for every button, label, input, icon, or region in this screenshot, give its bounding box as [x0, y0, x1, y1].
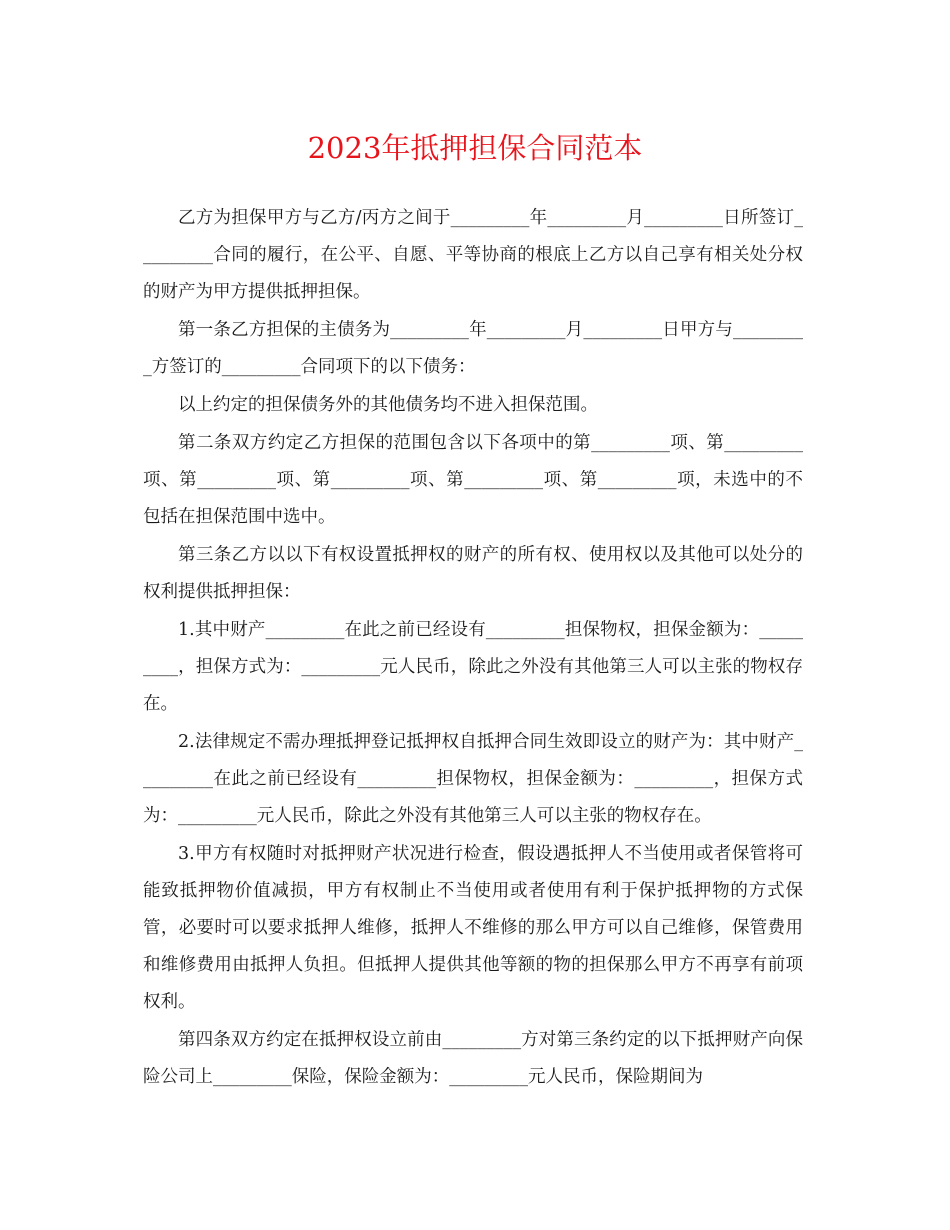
paragraph-exclusion: 以上约定的担保债务外的其他债务均不进入担保范围。	[178, 395, 598, 415]
paragraph-article-1: 第一条乙方担保的主债务为_________年_________月_________日甲方与_________方签订的_________合同项下的以下债务：	[143, 320, 803, 377]
document-title: 2023年抵押担保合同范本	[307, 131, 643, 165]
paragraph-article-4: 第四条双方约定在抵押权设立前由_________方对第三条约定的以下抵押财产向保险公司上_________保险，保险金额为：_________元人民币，保险期间为	[143, 1030, 803, 1087]
paragraph-item-1: 1.其中财产_________在此之前已经设有_________担保物权，担保金额为：_________，担保方式为：_________元人民币，除此之外没有其他第三人可以主张的物权存在。	[143, 620, 803, 714]
paragraph-article-3: 第三条乙方以以下有权设置抵押权的财产的所有权、使用权以及其他可以处分的权利提供抵押担保：	[143, 545, 803, 602]
paragraph-preamble: 乙方为担保甲方与乙方/丙方之间于_________年_________月_________日所签订_________合同的履行，在公平、自愿、平等协商的根底上乙方以自己享有相关处分权的财产为甲方提供抵押担保。	[143, 208, 803, 302]
paragraph-article-2: 第二条双方约定乙方担保的范围包含以下各项中的第_________项、第_________项、第_________项、第_________项、第_________项、第_________项，未选中的不包括在担保范围中选中。	[143, 433, 803, 527]
paragraph-item-3: 3.甲方有权随时对抵押财产状况进行检查，假设遇抵押人不当使用或者保管将可能致抵押物价值减损，甲方有权制止不当使用或者使用有利于保护抵押物的方式保管，必要时可以要求抵押人维修，抵押人不维修的那么甲方可以自己维修，保管费用和维修费用由抵押人负担。但抵押人提供其他等额的物的担保那么甲方不再享有前项权利。	[143, 844, 803, 1012]
document-body	[143, 200, 803, 1096]
paragraph-item-2: 2.法律规定不需办理抵押登记抵押权自抵押合同生效即设立的财产为：其中财产_________在此之前已经设有_________担保物权，担保金额为：_________，担保方式为：_________元人民币，除此之外没有其他第三人可以主张的物权存在。	[143, 732, 803, 826]
